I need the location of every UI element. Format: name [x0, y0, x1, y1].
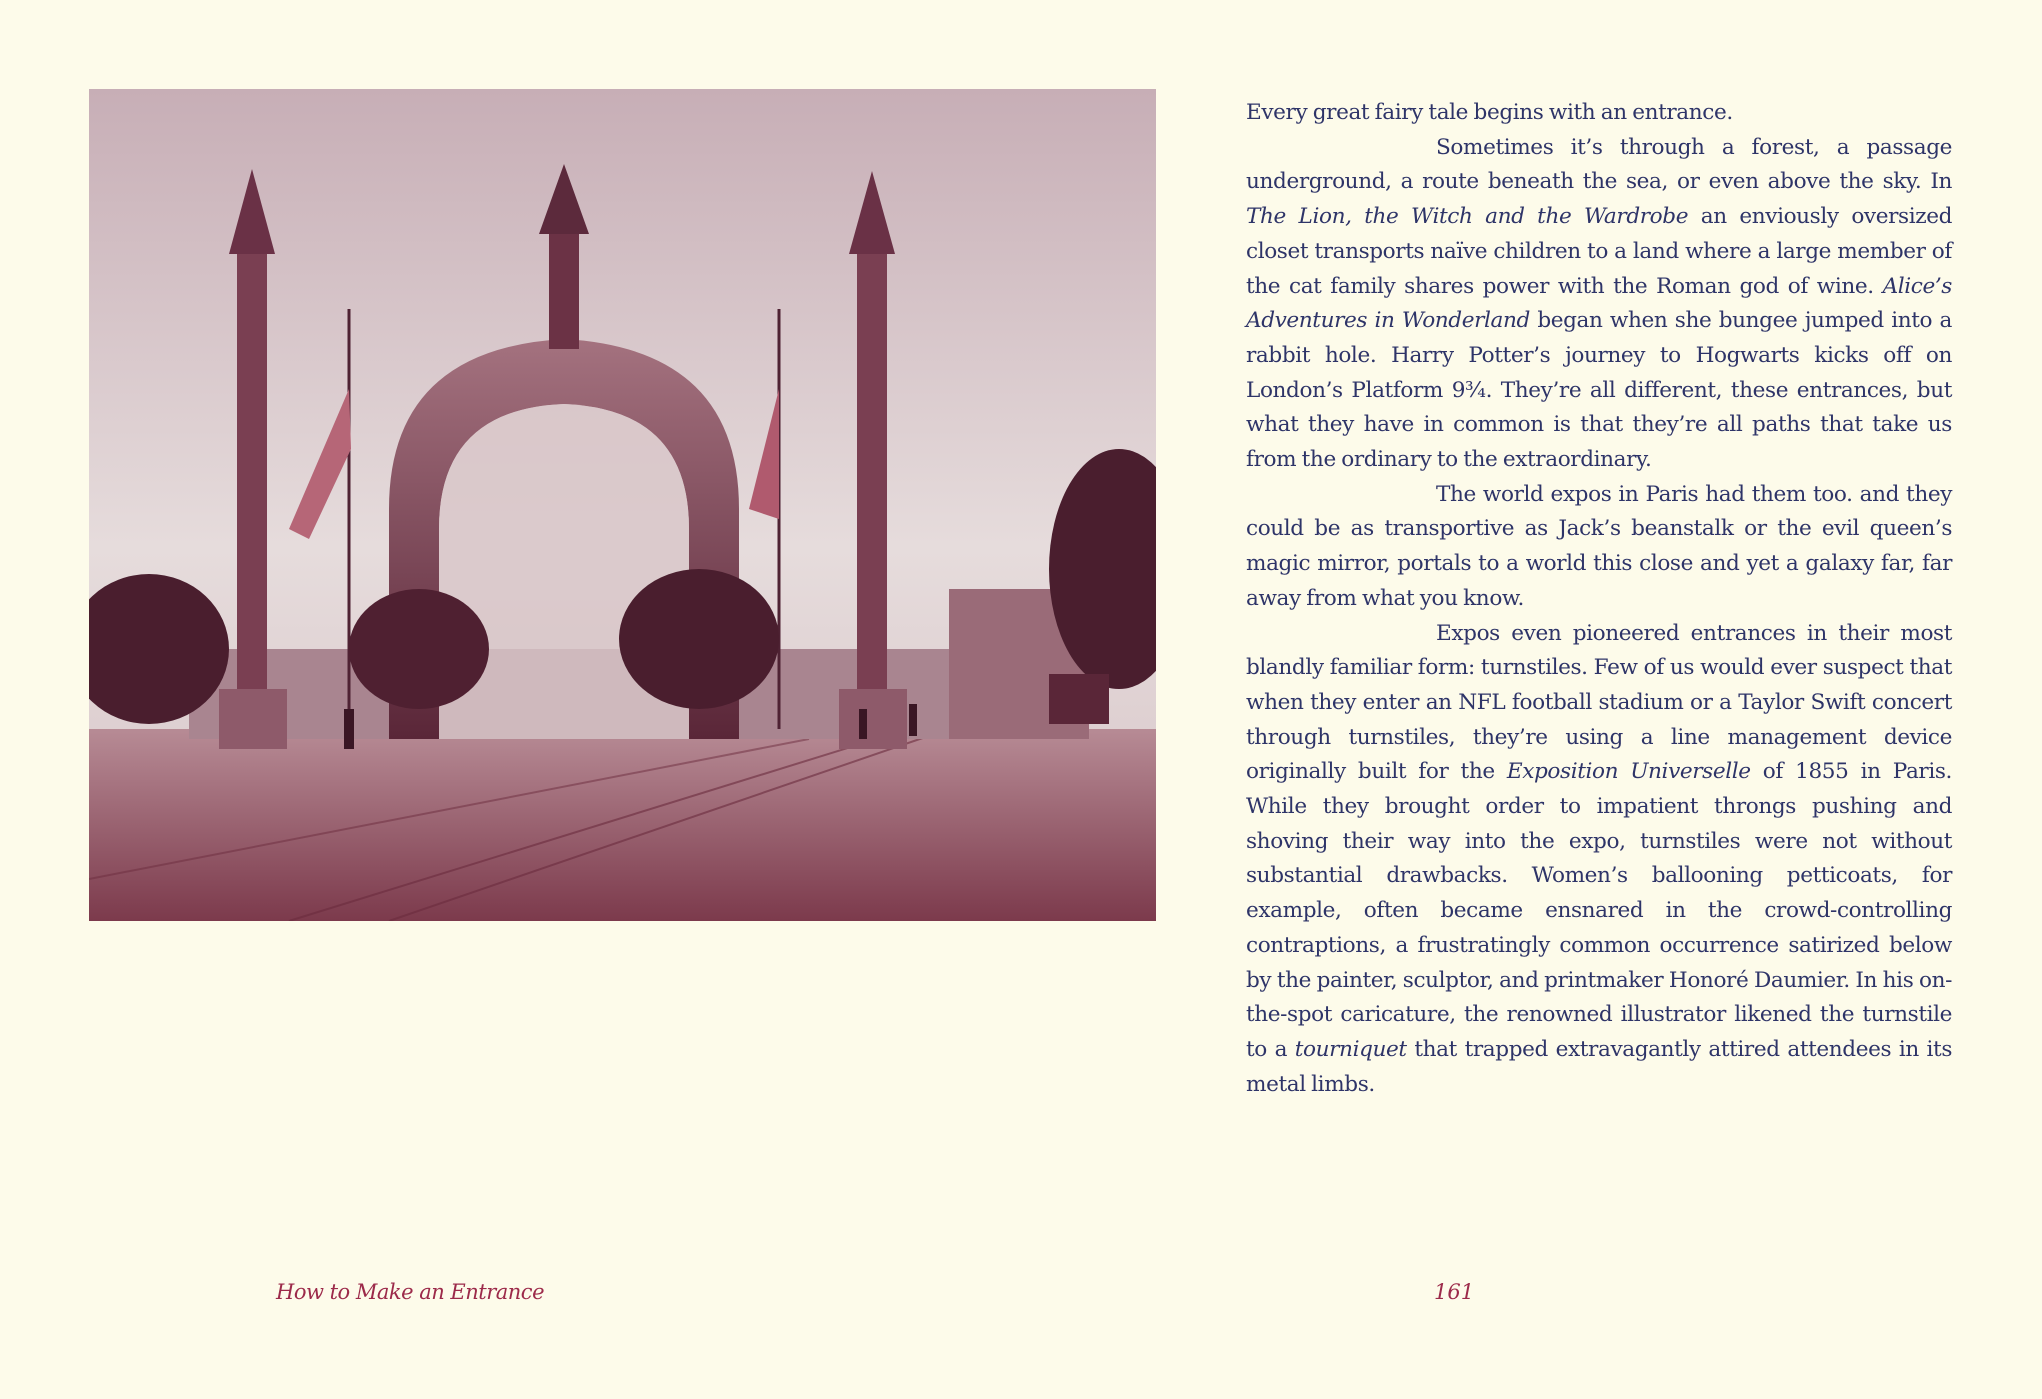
italic-title: Alice’s Adventures in Wonderland: [1246, 273, 1952, 334]
paragraph-world-expos: The world expos in Paris had them too. and they could be as transportive as Jack’s beanstalk or the evil queen’s magic mirror, portals to a world this close and yet a galaxy far, far away from what you know.: [1246, 481, 1952, 611]
italic-title: Exposition Universelle: [1506, 759, 1751, 785]
paragraph-opening: Every great fairy tale begins with an entrance.: [1246, 100, 1733, 125]
body-text-column: [1246, 96, 1952, 1102]
page-number: 161: [1434, 1280, 1475, 1304]
italic-title: tourniquet: [1294, 1036, 1407, 1062]
italic-title: The Lion, the Witch and the Wardrobe: [1246, 204, 1689, 230]
paragraph-turnstiles: Expos even pioneered entrances in their most blandly familiar form: turnstiles. Few of us would ever suspect that when they enter an NFL football stadium or a Taylor Swift concert through turnstiles, they’re using a line management device originally built for the Exposition Universelle of 1855 in Paris. While they brought order to impatient throngs pushing and shoving their way into the expo, turnstiles were not without substantial drawbacks. Women’s ballooning petticoats, for example, often became ensnared in the crowd-controlling contraptions, a frustratingly common occurrence satirized below by the painter, sculptor, and printmaker Honoré Daumier. In his on-the-spot caricature, the renowned illustrator likened the turnstile to a tourniquet that trapped extravagantly attired attendees in its metal limbs.: [1246, 620, 1953, 1097]
footer-book-title: How to Make an Entrance: [276, 1280, 545, 1304]
paragraph-entrances: Sometimes it’s through a forest, a passage underground, a route beneath the sea, or even above the sky. In The Lion, the Witch and the Wardrobe an enviously oversized closet transports naïve children to a land where a large member of the cat family shares power with the Roman god of wine. Alice’s Adventures in Wonderland began when she bungee jumped into a rabbit hole. Harry Potter’s journey to Hogwarts kicks off on London’s Platform 9¾. They’re all different, these entrances, but what they have in common is that they’re all paths that take us from the ordinary to the extraordinary.: [1246, 134, 1952, 473]
exposition-gate-photo: [89, 89, 1156, 921]
exposition-gate-photo-icon: [89, 89, 1156, 921]
